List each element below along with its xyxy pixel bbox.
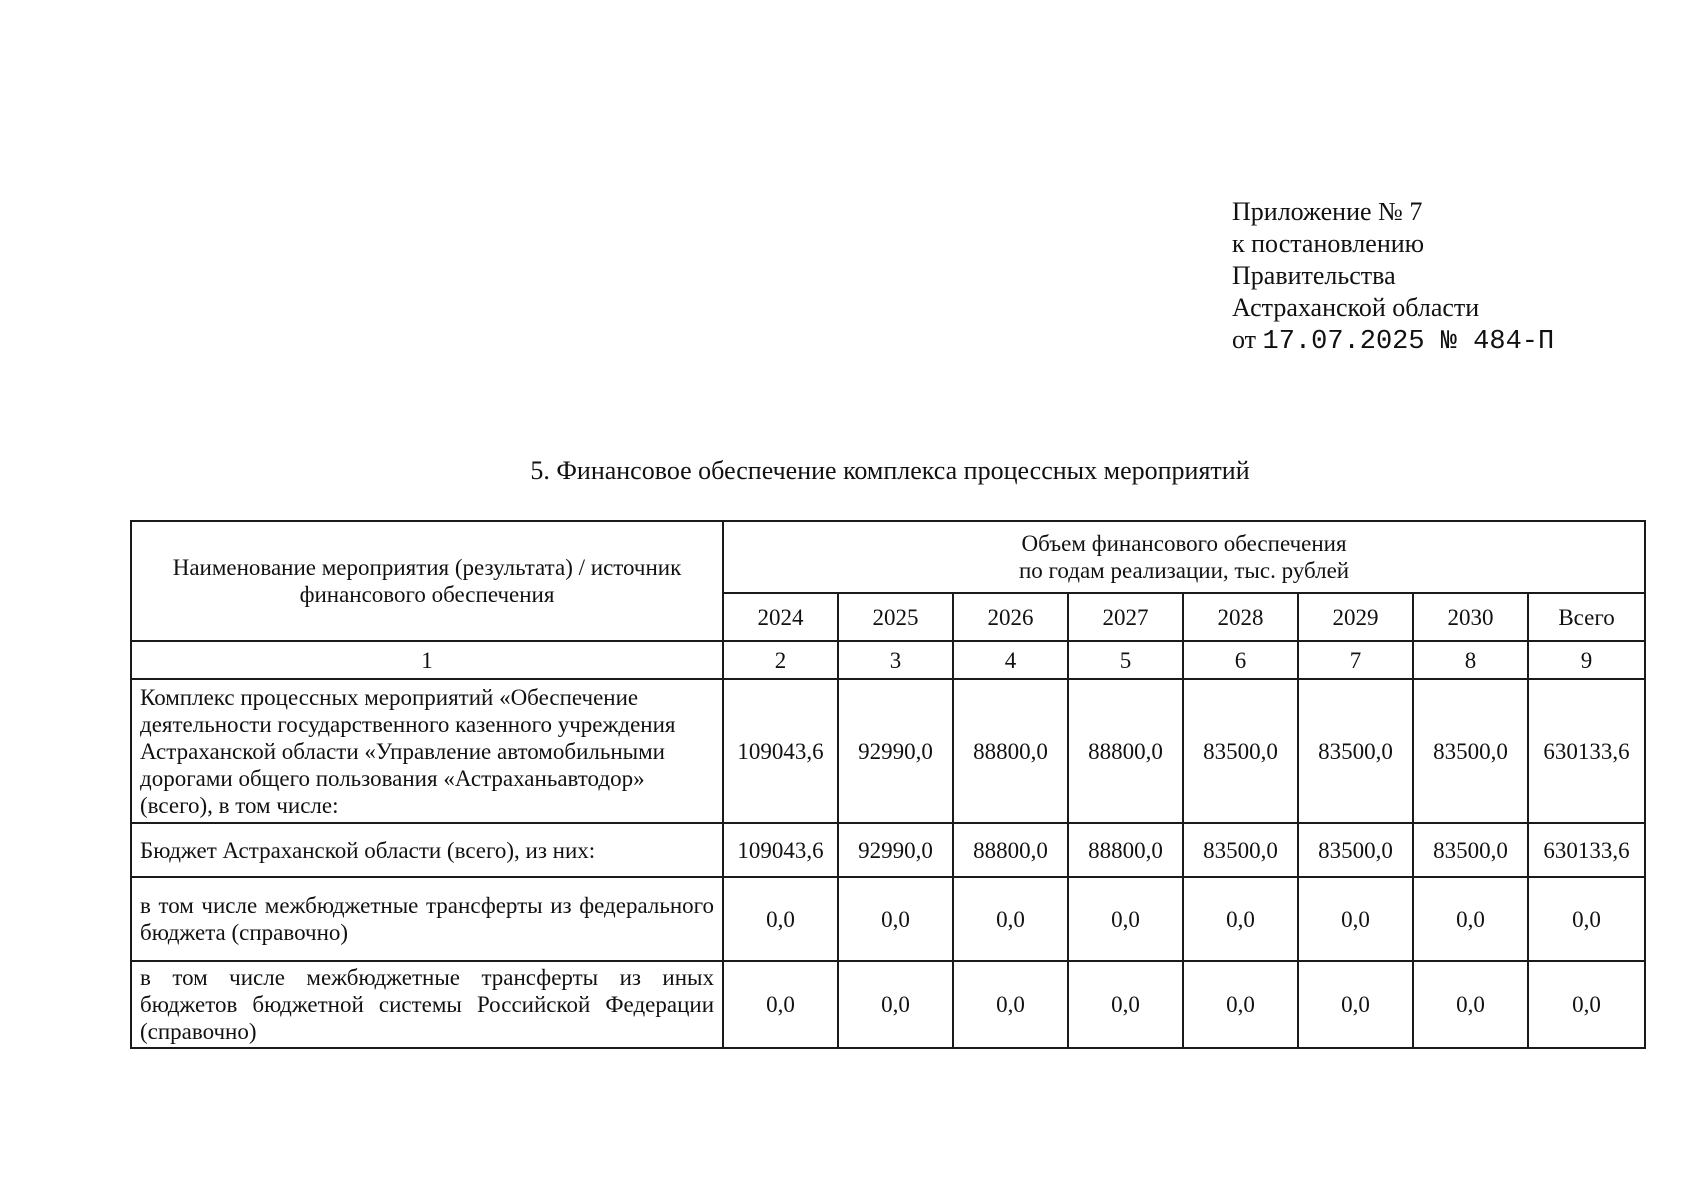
- table-row: [131, 877, 1645, 961]
- financing-table: [130, 520, 1646, 1049]
- header-volume-cell: [723, 521, 1645, 593]
- appendix-line-1: Приложение № 7: [1232, 197, 1423, 226]
- year-cell: 2029: [1298, 593, 1413, 641]
- value-cell: 0,0: [1183, 961, 1298, 1048]
- section-title: 5. Финансовое обеспечение комплекса процессных мероприятий: [530, 456, 1250, 485]
- column-number-cell: 7: [1298, 641, 1413, 679]
- appendix-date-prefix: от: [1232, 325, 1263, 354]
- value-cell: 92990,0: [838, 679, 953, 823]
- header-name-cell: Наименование мероприятия (результата) / источник финансового обеспечения: [131, 521, 723, 641]
- year-cell: 2025: [838, 593, 953, 641]
- header-row-1: [131, 521, 1645, 593]
- value-cell: 0,0: [1413, 961, 1528, 1048]
- value-cell: 92990,0: [838, 823, 953, 877]
- column-number-cell: 6: [1183, 641, 1298, 679]
- value-cell: 630133,6: [1528, 823, 1645, 877]
- column-number-cell: 4: [953, 641, 1068, 679]
- value-cell: 83500,0: [1298, 679, 1413, 823]
- value-cell: 83500,0: [1413, 679, 1528, 823]
- row-name-cell: Бюджет Астраханской области (всего), из них:: [131, 823, 723, 877]
- row-name-cell: в том числе межбюджетные трансферты из иных бюджетов бюджетной системы Российской Федерации (справочно): [131, 961, 723, 1048]
- appendix-line-2: к постановлению: [1232, 229, 1425, 258]
- appendix-line-3: Правительства: [1232, 261, 1396, 290]
- row-name-cell: в том числе межбюджетные трансферты из федерального бюджета (справочно): [131, 877, 723, 961]
- appendix-line-5: [1232, 324, 1554, 358]
- column-number-cell: 8: [1413, 641, 1528, 679]
- value-cell: 88800,0: [1068, 679, 1183, 823]
- year-cell: 2030: [1413, 593, 1528, 641]
- column-number-cell: 2: [723, 641, 838, 679]
- value-cell: 0,0: [838, 961, 953, 1048]
- value-cell: 0,0: [1068, 877, 1183, 961]
- column-number-cell: 1: [131, 641, 723, 679]
- year-cell: 2026: [953, 593, 1068, 641]
- table-row: [131, 961, 1645, 1048]
- column-number-cell: 9: [1528, 641, 1645, 679]
- value-cell: 0,0: [953, 961, 1068, 1048]
- table-row: [131, 679, 1645, 823]
- appendix-line-4: Астраханской области: [1232, 293, 1480, 322]
- value-cell: 630133,6: [1528, 679, 1645, 823]
- value-cell: 0,0: [723, 877, 838, 961]
- value-cell: 83500,0: [1183, 679, 1298, 823]
- table-row: [131, 823, 1645, 877]
- value-cell: 88800,0: [953, 823, 1068, 877]
- value-cell: 0,0: [723, 961, 838, 1048]
- year-cell: 2028: [1183, 593, 1298, 641]
- value-cell: 109043,6: [723, 823, 838, 877]
- value-cell: 0,0: [1298, 877, 1413, 961]
- value-cell: 83500,0: [1413, 823, 1528, 877]
- header-volume-line-2: по годам реализации, тыс. рублей: [1019, 558, 1350, 583]
- value-cell: 0,0: [1528, 877, 1645, 961]
- value-cell: 0,0: [1413, 877, 1528, 961]
- value-cell: 0,0: [953, 877, 1068, 961]
- appendix-date-number: 17.07.2025 № 484-П: [1262, 327, 1555, 357]
- value-cell: 88800,0: [1068, 823, 1183, 877]
- header-volume-line-1: Объем финансового обеспечения: [1021, 531, 1347, 556]
- column-number-row: [131, 641, 1645, 679]
- year-cell: 2027: [1068, 593, 1183, 641]
- value-cell: 0,0: [1528, 961, 1645, 1048]
- value-cell: 88800,0: [953, 679, 1068, 823]
- value-cell: 83500,0: [1183, 823, 1298, 877]
- appendix-block: [1232, 196, 1554, 358]
- column-number-cell: 5: [1068, 641, 1183, 679]
- value-cell: 83500,0: [1298, 823, 1413, 877]
- total-header-cell: Всего: [1528, 593, 1645, 641]
- value-cell: 0,0: [1183, 877, 1298, 961]
- row-name-cell: Комплекс процессных мероприятий «Обеспечение деятельности государственного казенного учреждения Астраханской области «Управление автомобильными дорогами общего пользования «Астраханьавтодор» (всего), в том числе:: [131, 679, 723, 823]
- value-cell: 0,0: [1068, 961, 1183, 1048]
- value-cell: 0,0: [1298, 961, 1413, 1048]
- year-cell: 2024: [723, 593, 838, 641]
- column-number-cell: 3: [838, 641, 953, 679]
- value-cell: 0,0: [838, 877, 953, 961]
- value-cell: 109043,6: [723, 679, 838, 823]
